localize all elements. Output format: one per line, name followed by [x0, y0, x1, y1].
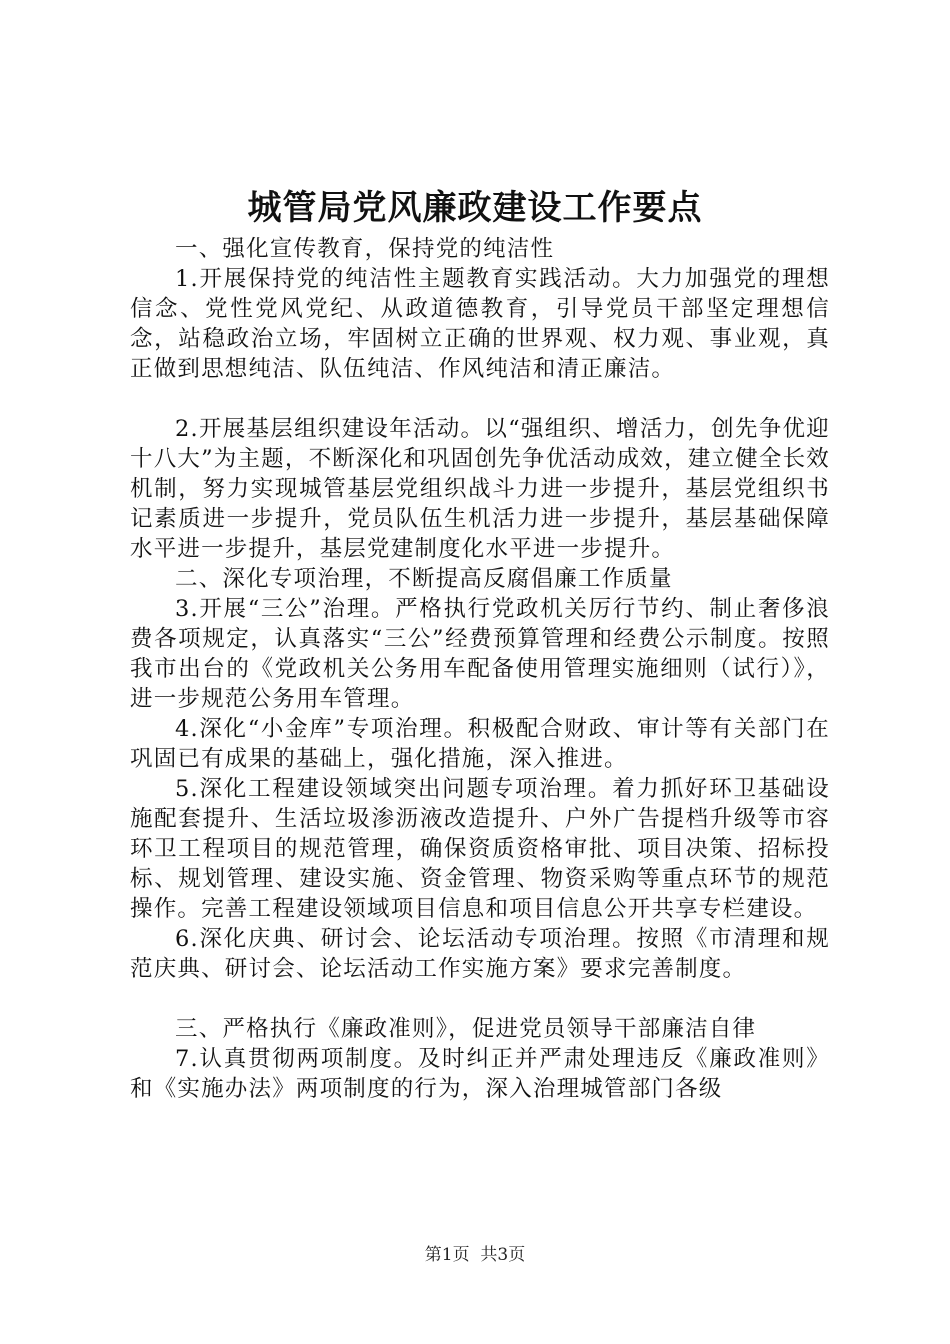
page-number: 第1页 [424, 1245, 470, 1265]
paragraph-item-2: 2.开展基层组织建设年活动。以“强组织、增活力，创先争优迎十八大”为主题，不断深化和巩固创先争优活动成效，建立健全长效机制，努力实现城管基层党组织战斗力进一步提升，基层党组织书记素质进一步提升，党员队伍生机活力进一步提升，基层基础保障水平进一步提升，基层党建制度化水平进一步提升。 [130, 416, 831, 562]
page-footer [0, 1243, 950, 1267]
paragraph-item-6: 6.深化庆典、研讨会、论坛活动专项治理。按照《市清理和规范庆典、研讨会、论坛活动工作实施方案》要求完善制度。 [130, 926, 830, 982]
paragraph-item-3: 3.开展“三公”治理。严格执行党政机关厉行节约、制止奢侈浪费各项规定，认真落实“三公”经费预算管理和经费公示制度。按照我市出台的《党政机关公务用车配备使用管理实施细则（试行）》，进一步规范公务用车管理。 [130, 596, 830, 712]
section-heading-2: 二、深化专项治理，不断提高反腐倡廉工作质量 [175, 566, 673, 592]
document-title: 城管局党风廉政建设工作要点 [247, 188, 703, 228]
paragraph-item-1: 1.开展保持党的纯洁性主题教育实践活动。大力加强党的理想信念、党性党风党纪、从政道德教育，引导党员干部坚定理想信念，站稳政治立场，牢固树立正确的世界观、权力观、事业观，真正做到思想纯洁、队伍纯洁、作风纯洁和清正廉洁。 [130, 266, 830, 382]
section-heading-3: 三、严格执行《廉政准则》，促进党员领导干部廉洁自律 [175, 1016, 757, 1042]
section-heading-1: 一、强化宣传教育，保持党的纯洁性 [175, 236, 555, 262]
page-total: 共3页 [480, 1245, 526, 1265]
document-body [130, 234, 830, 1104]
paragraph-item-4: 4.深化“小金库”专项治理。积极配合财政、审计等有关部门在巩固已有成果的基础上，强化措施，深入推进。 [130, 716, 830, 772]
paragraph-item-7: 7.认真贯彻两项制度。及时纠正并严肃处理违反《廉政准则》和《实施办法》两项制度的行为，深入治理城管部门各级 [130, 1046, 830, 1102]
paragraph-item-5: 5.深化工程建设领域突出问题专项治理。着力抓好环卫基础设施配套提升、生活垃圾渗沥液改造提升、户外广告提档升级等市容环卫工程项目的规范管理，确保资质资格审批、项目决策、招标投标、规划管理、建设实施、资金管理、物资采购等重点环节的规范操作。完善工程建设领域项目信息和项目信息公开共享专栏建设。 [130, 776, 830, 922]
